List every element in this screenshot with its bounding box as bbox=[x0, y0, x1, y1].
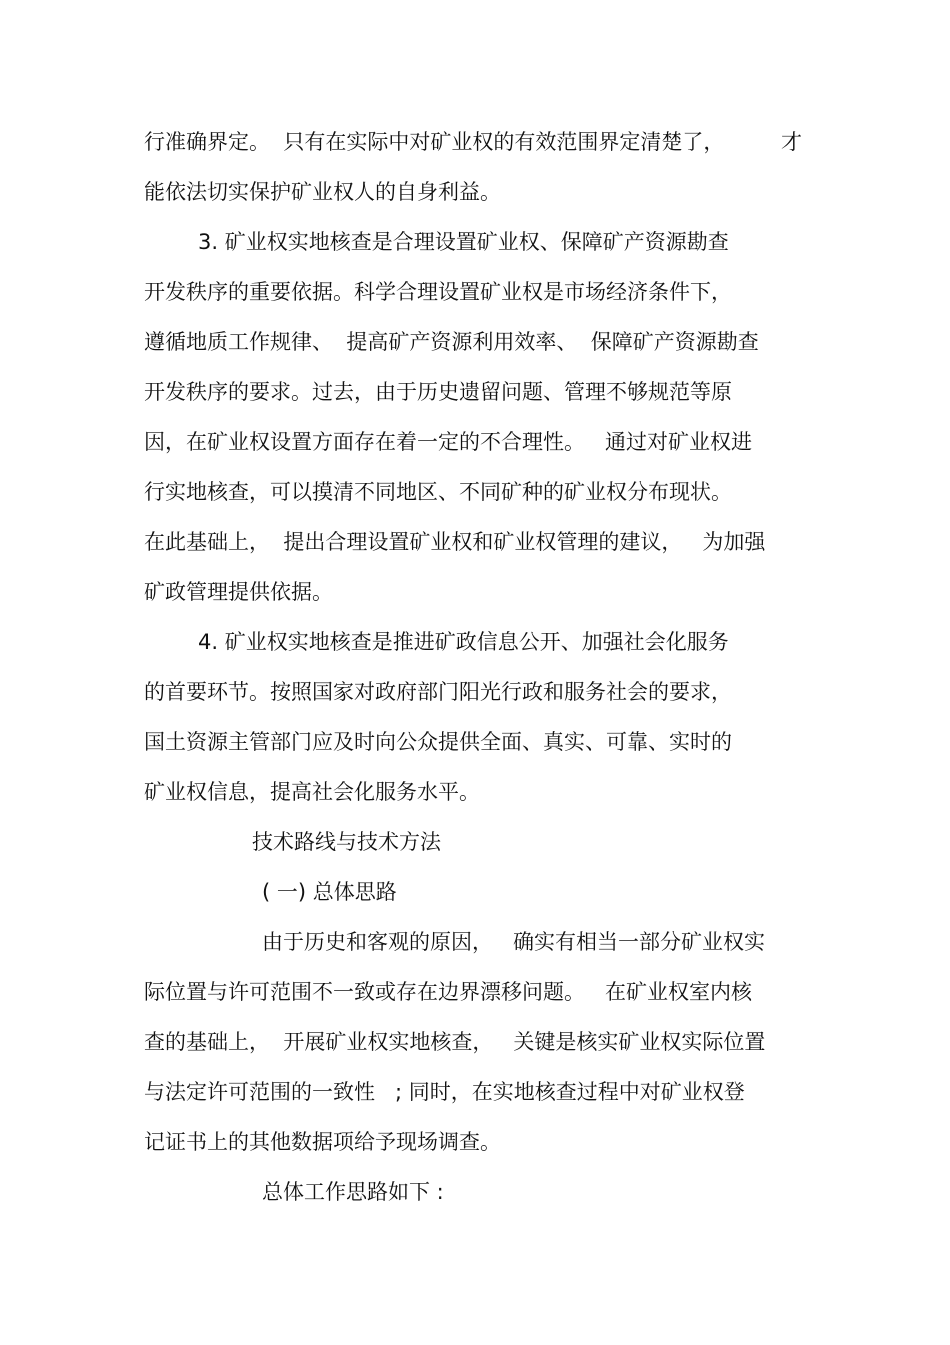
numbered-paragraph-4: 4. 矿业权实地核查是推进矿政信息公开、加强社会化服务 bbox=[198, 630, 729, 654]
subsection-heading: ( 一) 总体思路 bbox=[262, 880, 397, 904]
body-text-line: 的首要环节。按照国家对政府部门阳光行政和服务社会的要求， bbox=[144, 680, 732, 704]
body-text-line: 开发秩序的重要依据。科学合理设置矿业权是市场经济条件下， bbox=[144, 280, 732, 304]
body-text-line: 与法定许可范围的一致性 ; 同时，在实地核查过程中对矿业权登 bbox=[144, 1080, 745, 1104]
body-text-line: 记证书上的其他数据项给予现场调查。 bbox=[144, 1130, 501, 1154]
body-text-line: 由于历史和客观的原因， 确实有相当一部分矿业权实 bbox=[262, 930, 766, 954]
body-text-line: 行准确界定。 只有在实际中对矿业权的有效范围界定清楚了， bbox=[144, 130, 725, 154]
body-text-line: 在此基础上， 提出合理设置矿业权和矿业权管理的建议， 为加强 bbox=[144, 530, 766, 554]
body-text-line: 行实地核查，可以摸清不同地区、不同矿种的矿业权分布现状。 bbox=[144, 480, 732, 504]
numbered-paragraph-3: 3. 矿业权实地核查是合理设置矿业权、保障矿产资源勘查 bbox=[198, 230, 729, 254]
body-text-line: 开发秩序的要求。过去，由于历史遗留问题、管理不够规范等原 bbox=[144, 380, 732, 404]
body-text-line: 际位置与许可范围不一致或存在边界漂移问题。 在矿业权室内核 bbox=[144, 980, 753, 1004]
section-heading: 技术路线与技术方法 bbox=[252, 830, 441, 854]
body-text-line: 矿政管理提供依据。 bbox=[144, 580, 333, 604]
body-text-line: 总体工作思路如下 : bbox=[262, 1180, 444, 1204]
body-text-line-tail: 才 bbox=[781, 130, 802, 154]
body-text-line: 因，在矿业权设置方面存在着一定的不合理性。 通过对矿业权进 bbox=[144, 430, 753, 454]
body-text-line: 矿业权信息，提高社会化服务水平。 bbox=[144, 780, 480, 804]
body-text-line: 查的基础上， 开展矿业权实地核查， 关键是核实矿业权实际位置 bbox=[144, 1030, 766, 1054]
body-text-line: 国土资源主管部门应及时向公众提供全面、真实、可靠、实时的 bbox=[144, 730, 732, 754]
body-text-line: 能依法切实保护矿业权人的自身利益。 bbox=[144, 180, 501, 204]
body-text-line: 遵循地质工作规律、 提高矿产资源利用效率、 保障矿产资源勘查 bbox=[144, 330, 759, 354]
